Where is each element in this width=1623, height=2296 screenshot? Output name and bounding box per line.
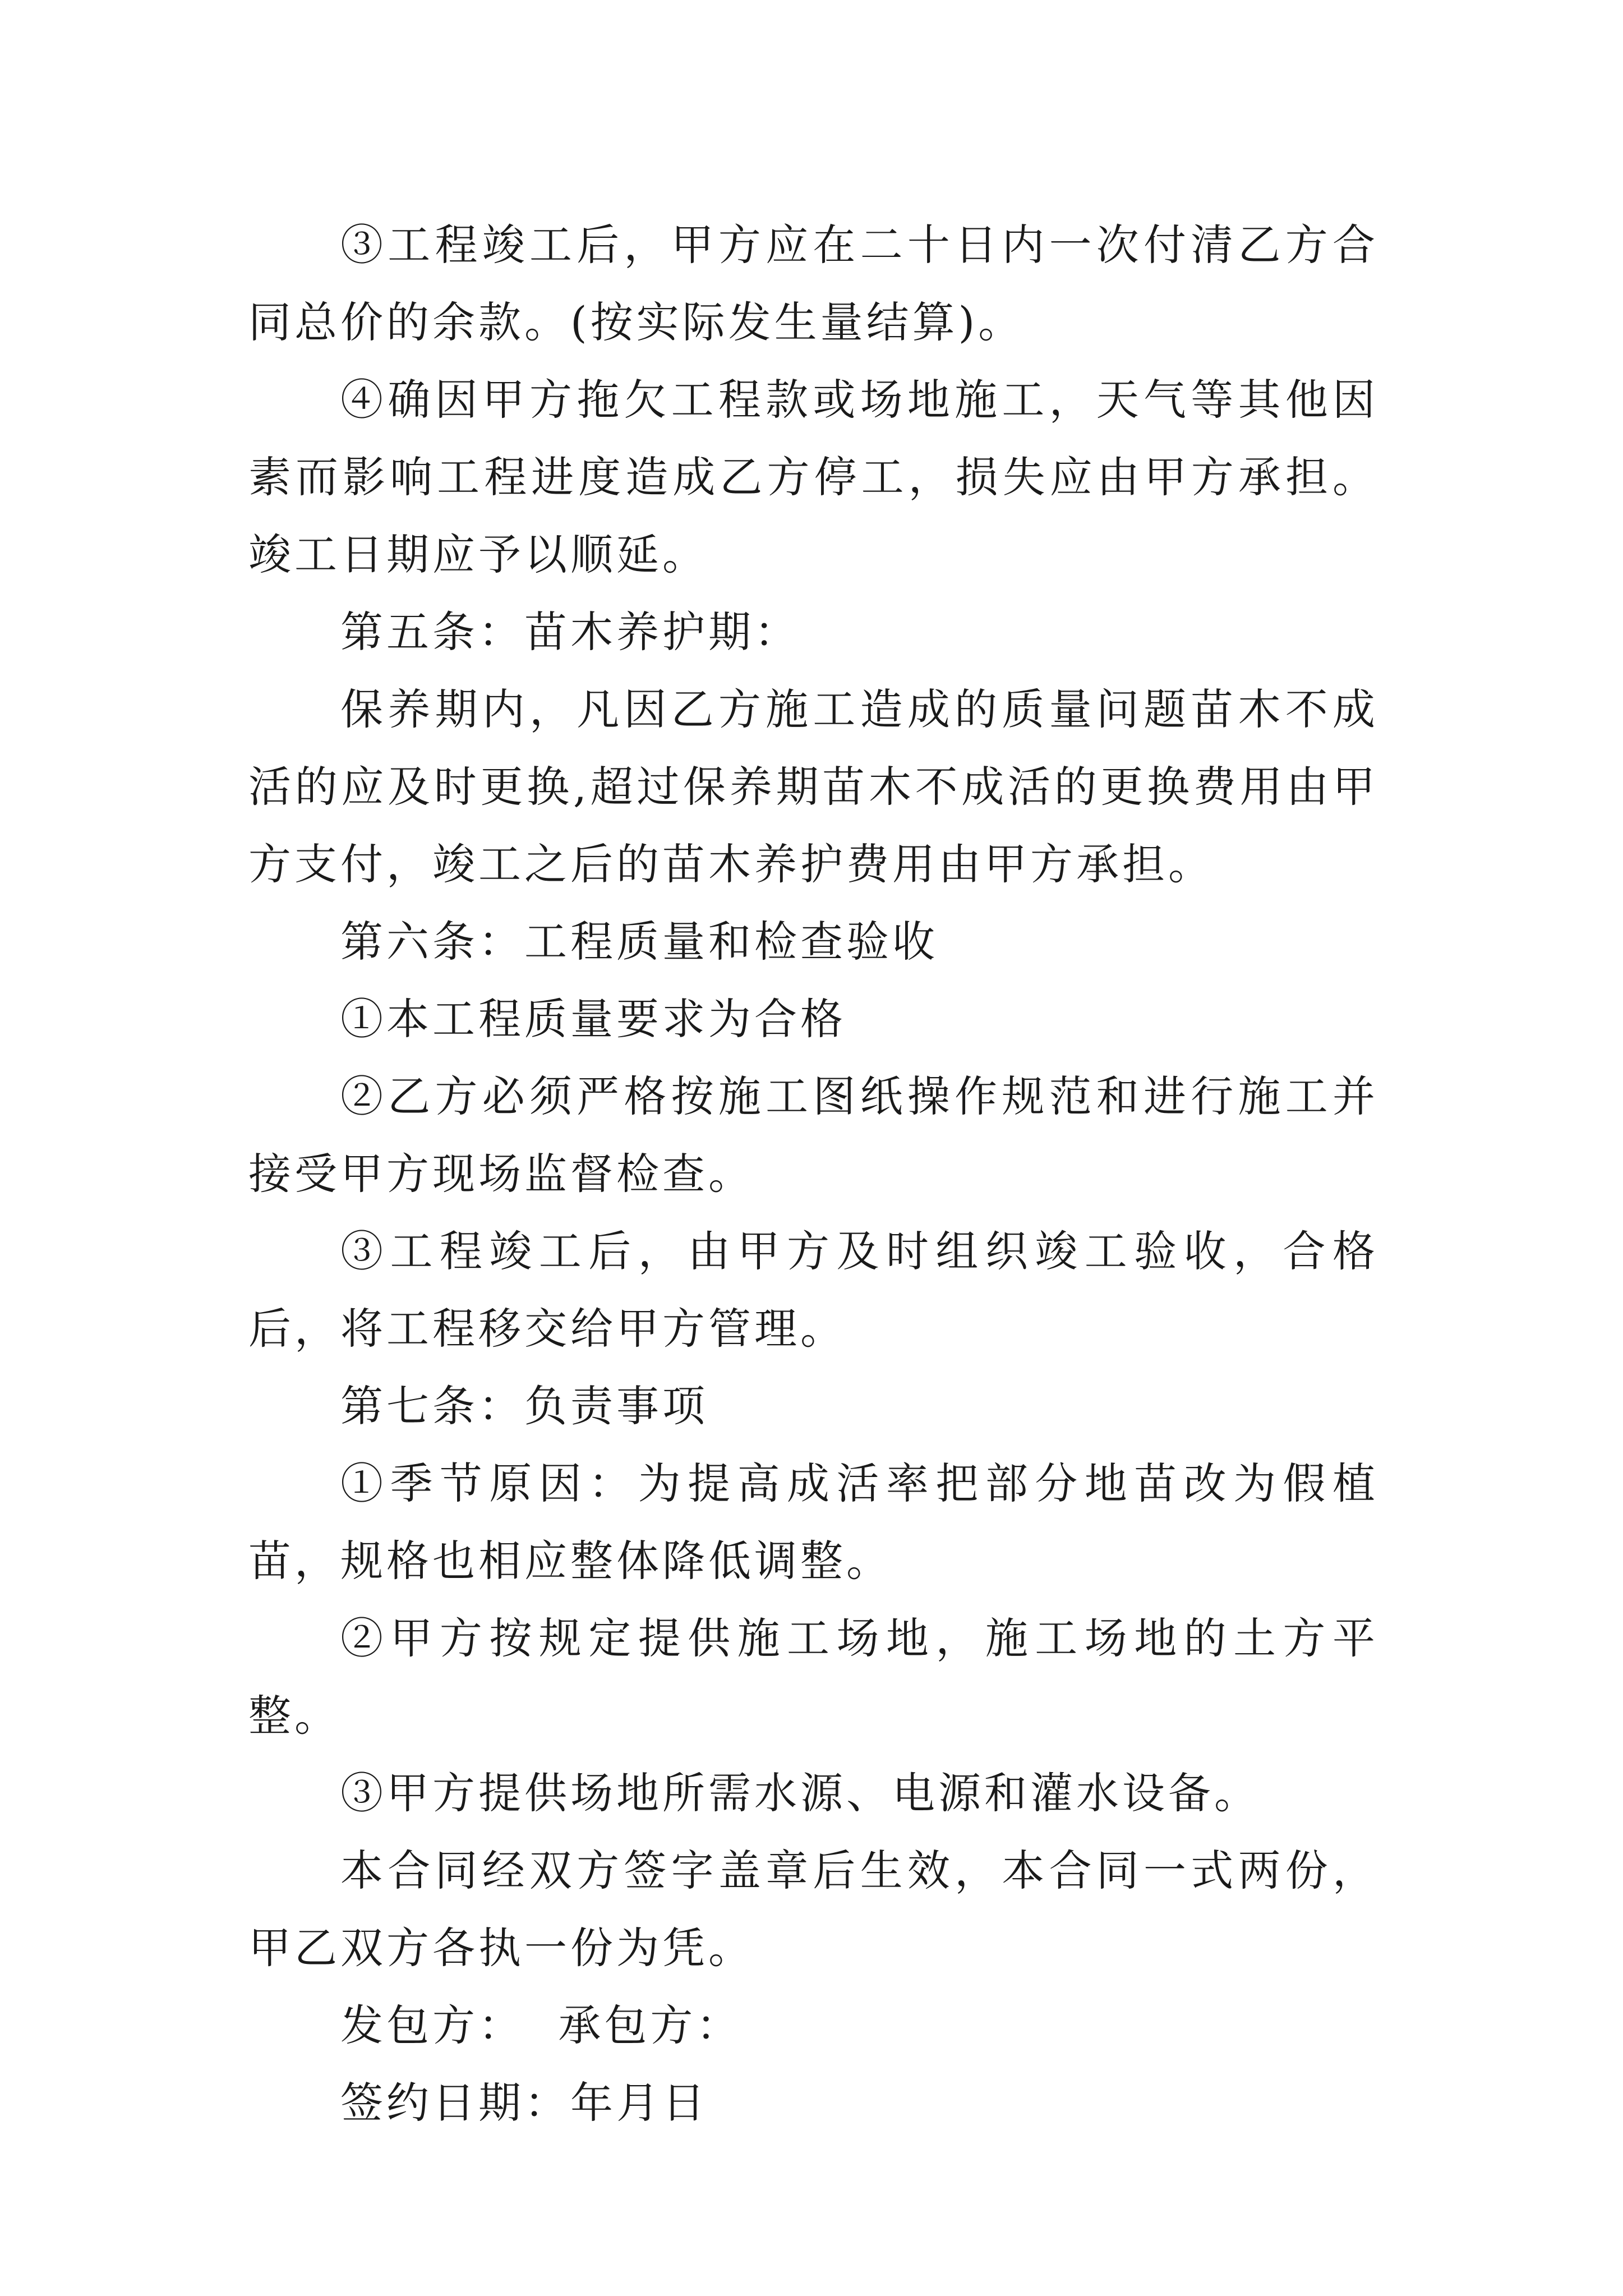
article-6-item-1: ①本工程质量要求为合格 [340, 994, 846, 1044]
signing-date: 签约日期：年月日 [340, 2078, 708, 2128]
article-5-text: 保养期内，凡因乙方施工造成的质量问题苗木不成活的应及时更换,超过保养期苗木不成活的更换费用由甲方支付，竣工之后的苗木养护费用由甲方承担。 [248, 684, 1378, 889]
signature-parties: 发包方： 承包方： [340, 2000, 743, 2050]
article-5-heading: 第五条：苗木养护期： [340, 607, 800, 657]
validity-clause: 本合同经双方签字盖章后生效，本合同一式两份，甲乙双方各执一份为凭。 [248, 1846, 1378, 1973]
article-7-item-1: ①季节原因：为提高成活率把部分地苗改为假植苗，规格也相应整体降低调整。 [248, 1458, 1378, 1586]
article-7-heading: 第七条：负责事项 [340, 1381, 708, 1431]
article-7-item-2: ②甲方按规定提供施工场地，施工场地的土方平整。 [248, 1613, 1378, 1741]
clause-4-item-3: ③工程竣工后，甲方应在二十日内一次付清乙方合同总价的余款。(按实际发生量结算)。 [248, 220, 1378, 347]
article-7-item-3: ③甲方提供场地所需水源、电源和灌水设备。 [340, 1768, 1260, 1818]
article-6-item-3: ③工程竣工后，由甲方及时组织竣工验收，合格后，将工程移交给甲方管理。 [248, 1226, 1378, 1354]
clause-4-item-4: ④确因甲方拖欠工程款或场地施工，天气等其他因素而影响工程进度造成乙方停工，损失应由甲方承担。竣工日期应予以顺延。 [248, 375, 1378, 579]
article-6-item-2: ②乙方必须严格按施工图纸操作规范和进行施工并接受甲方现场监督检查。 [248, 1071, 1378, 1199]
article-6-heading: 第六条：工程质量和检查验收 [340, 917, 938, 967]
contract-body [248, 206, 1378, 2142]
